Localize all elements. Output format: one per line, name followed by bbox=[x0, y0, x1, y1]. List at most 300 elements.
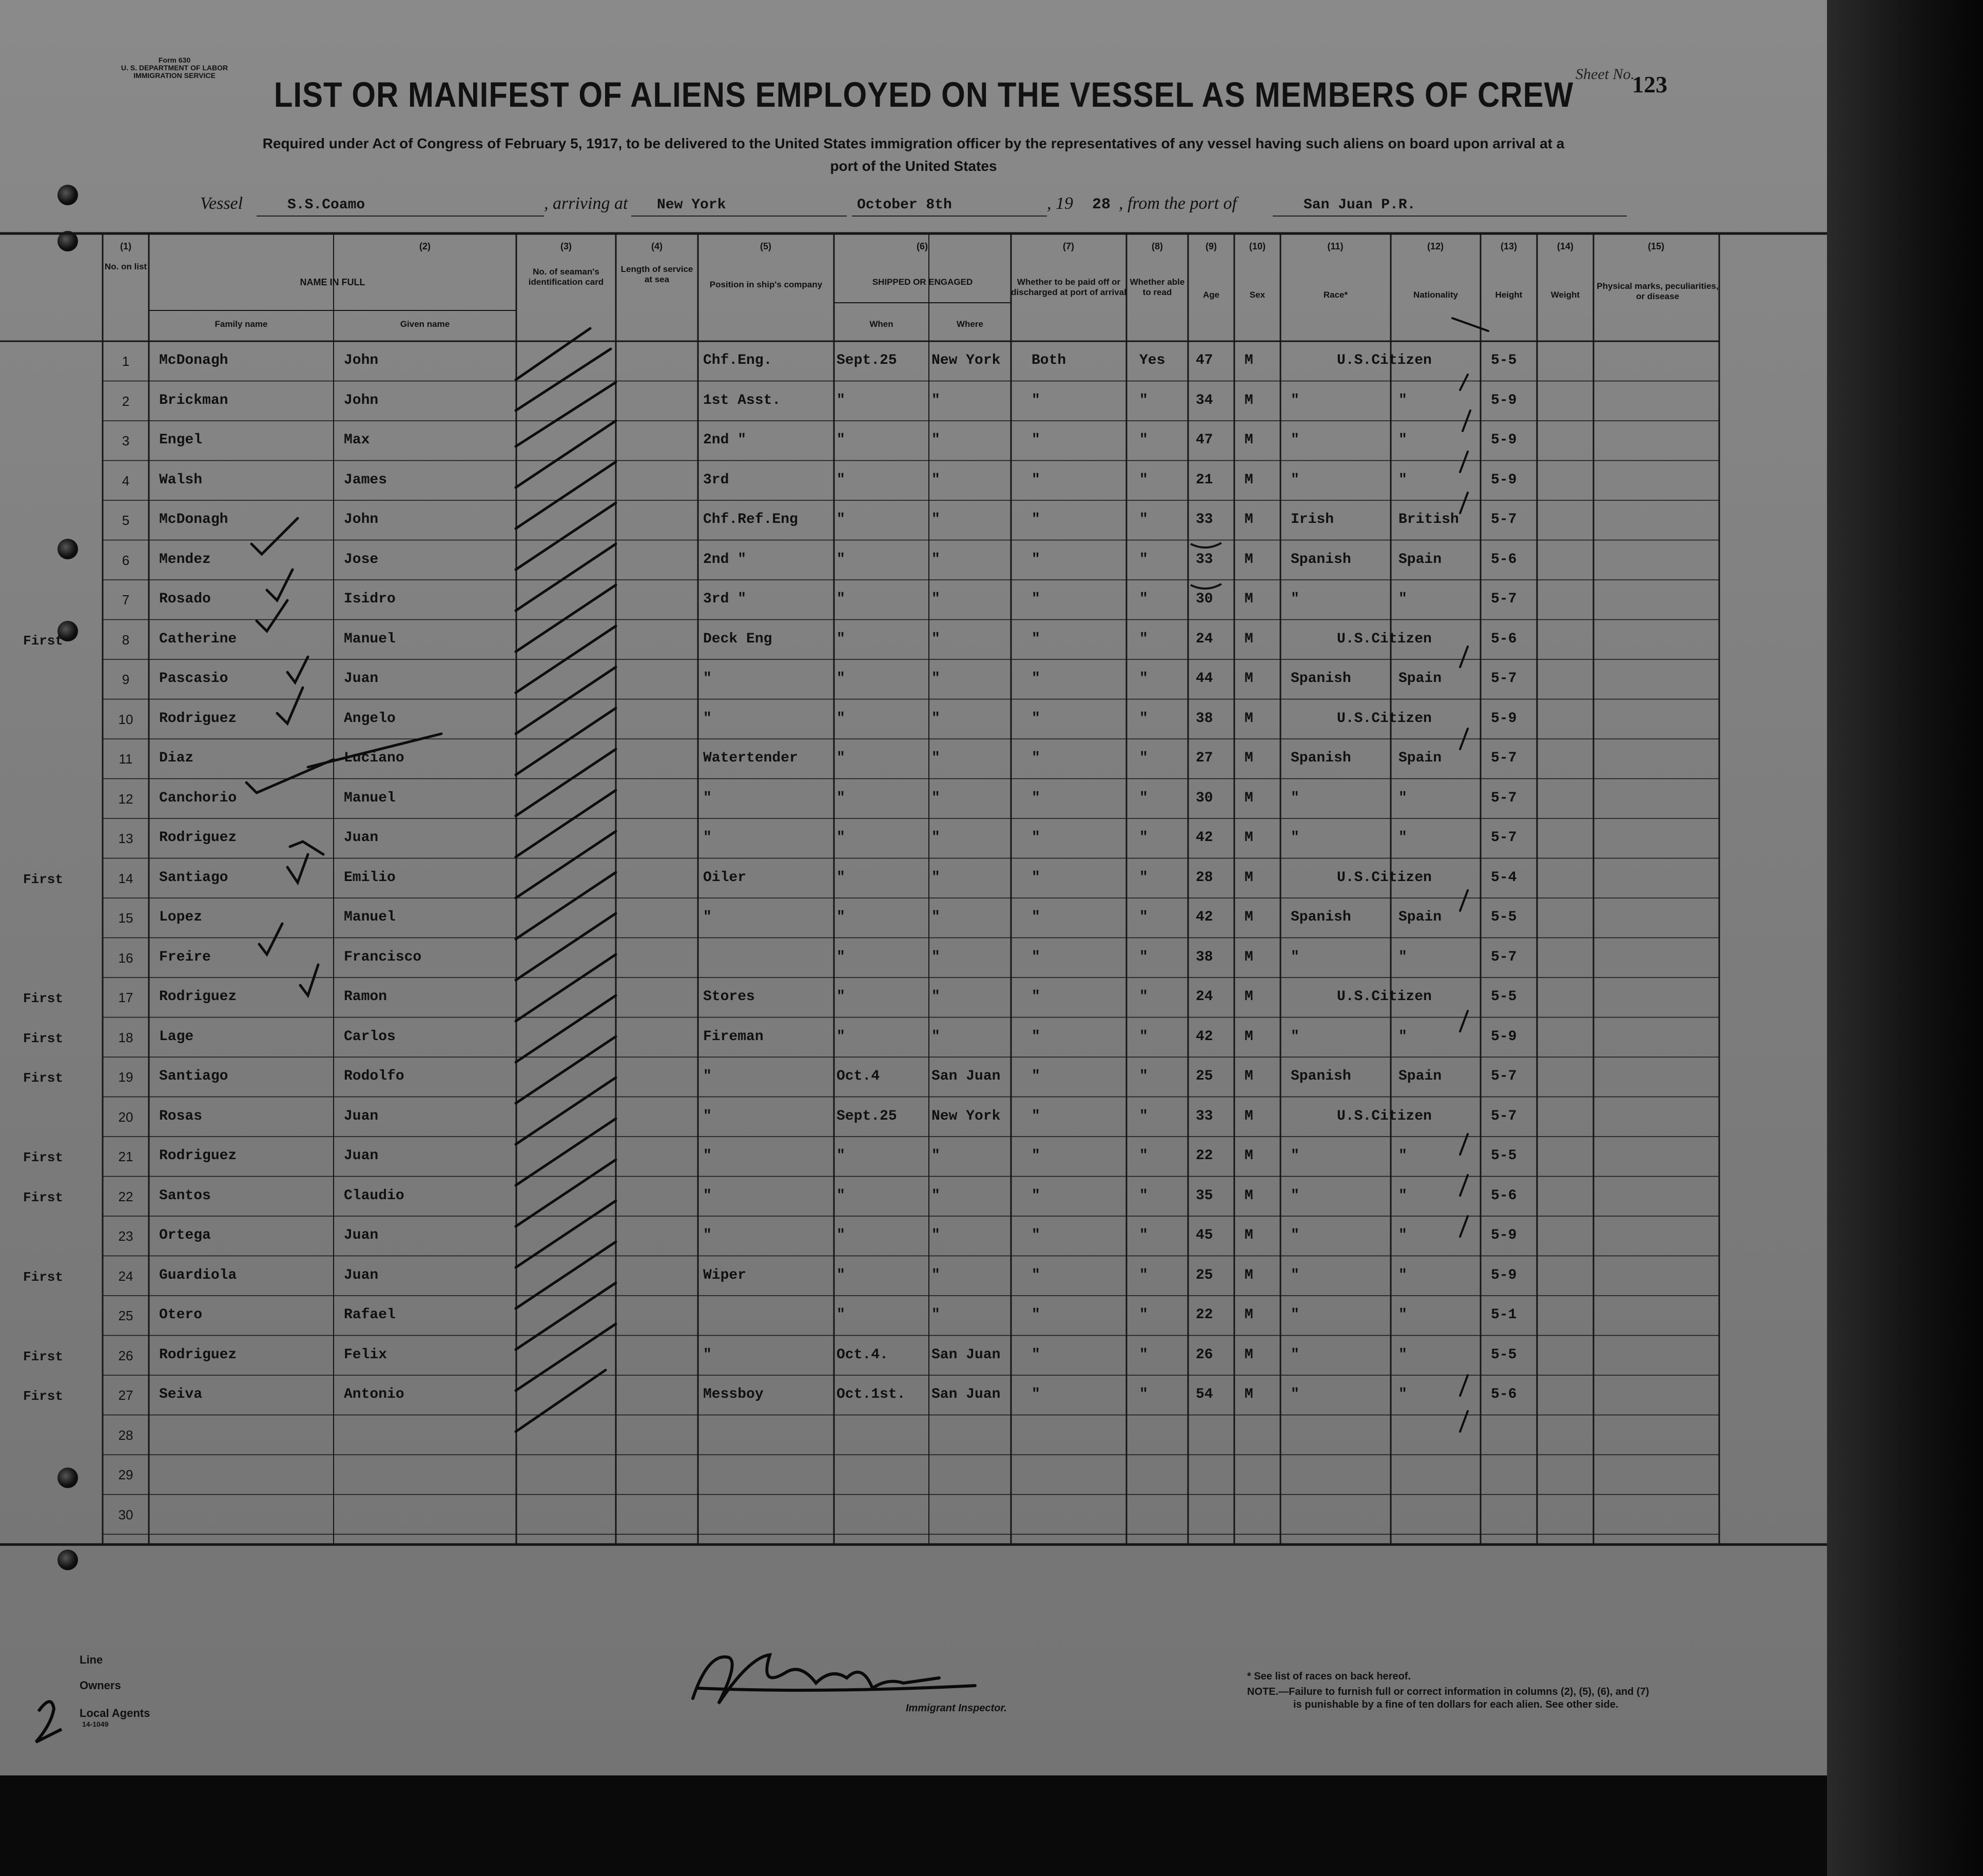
paid-off-cell: " bbox=[1032, 671, 1040, 687]
height-cell: 5-9 bbox=[1491, 1267, 1517, 1283]
row-number: 25 bbox=[118, 1308, 133, 1323]
shipped-where-cell: " bbox=[931, 392, 940, 408]
able-read-cell: " bbox=[1139, 949, 1148, 965]
shipped-where-cell: " bbox=[931, 909, 940, 925]
race-cell: Spanish bbox=[1291, 750, 1351, 766]
position-cell: Stores bbox=[703, 989, 755, 1005]
shipped-when-cell: " bbox=[837, 1227, 845, 1243]
tick-mark bbox=[1460, 1134, 1468, 1155]
row-number: 28 bbox=[118, 1427, 133, 1443]
row-number: 6 bbox=[122, 552, 130, 568]
department-name: U. S. DEPARTMENT OF LABOR bbox=[121, 64, 228, 72]
tick-mark bbox=[1460, 1175, 1468, 1196]
family-name-cell: Mendez bbox=[159, 551, 211, 568]
paid-off-cell: " bbox=[1032, 1386, 1040, 1402]
age-cell: 54 bbox=[1196, 1386, 1213, 1402]
able-read-cell: " bbox=[1139, 750, 1148, 766]
nationality-cell: " bbox=[1398, 1227, 1407, 1243]
shipped-where-cell: " bbox=[931, 671, 940, 687]
scan-border-right bbox=[1827, 0, 1983, 1876]
tick-mark bbox=[1460, 1216, 1468, 1237]
family-name-cell: Santiago bbox=[159, 1068, 228, 1084]
slash-mark bbox=[516, 503, 616, 570]
position-cell: Chf.Ref.Eng bbox=[703, 512, 798, 527]
age-cell: 28 bbox=[1196, 869, 1213, 886]
race-cell: Spanish bbox=[1291, 551, 1351, 568]
paid-off-cell: " bbox=[1032, 1267, 1040, 1283]
age-cell: 24 bbox=[1196, 631, 1213, 647]
shipped-where-cell: " bbox=[931, 591, 940, 607]
check-mark bbox=[290, 842, 323, 854]
nationality-cell: " bbox=[1398, 432, 1407, 448]
paid-off-cell: " bbox=[1032, 432, 1040, 448]
race-cell: " bbox=[1291, 392, 1299, 408]
shipped-when-cell: " bbox=[837, 512, 845, 527]
column-number: (4) bbox=[651, 241, 663, 251]
header-paid-off: Whether to be paid off or discharged at port of arrival bbox=[1011, 277, 1126, 297]
row-number: 23 bbox=[118, 1228, 133, 1244]
given-name-cell: John bbox=[344, 353, 379, 368]
shipped-when-cell: " bbox=[837, 551, 845, 568]
shipped-where-cell: San Juan bbox=[931, 1068, 1001, 1084]
tick-mark bbox=[1460, 452, 1468, 472]
shipped-where-cell: " bbox=[931, 1187, 940, 1204]
header-when: When bbox=[869, 319, 893, 329]
position-cell: " bbox=[703, 909, 712, 925]
height-cell: 5-7 bbox=[1491, 591, 1517, 607]
shipped-when-cell: " bbox=[837, 830, 845, 846]
check-mark bbox=[267, 570, 293, 600]
given-name-cell: Manuel bbox=[344, 631, 396, 647]
given-name-cell: Emilio bbox=[344, 869, 396, 886]
row-number: 15 bbox=[118, 910, 133, 926]
nationality-cell: " bbox=[1398, 1148, 1407, 1164]
slash-mark bbox=[516, 462, 616, 529]
given-name-cell: Juan bbox=[344, 671, 379, 687]
sex-cell: M bbox=[1245, 1227, 1253, 1243]
height-cell: 5-5 bbox=[1491, 353, 1517, 368]
sheet-number-label: Sheet No. bbox=[1576, 66, 1635, 83]
row-number: 1 bbox=[122, 354, 130, 369]
able-read-cell: Yes bbox=[1139, 353, 1165, 368]
paid-off-cell: " bbox=[1032, 949, 1040, 965]
race-cell: " bbox=[1291, 1227, 1299, 1243]
shipped-when-cell: " bbox=[837, 909, 845, 925]
subtitle-line: Required under Act of Congress of February 5, 1917, to be delivered to the United States immigration officer by the representatives of any vessel having such aliens on board upon arrival at a bbox=[262, 135, 1565, 151]
shipped-when-cell: Oct.4 bbox=[837, 1068, 880, 1084]
age-cell: 44 bbox=[1196, 671, 1213, 687]
header-shipped: SHIPPED OR ENGAGED bbox=[872, 277, 973, 287]
paid-off-cell: " bbox=[1032, 1028, 1040, 1045]
race-cell: " bbox=[1291, 1187, 1299, 1204]
shipped-when-cell: " bbox=[837, 949, 845, 965]
slash-mark bbox=[516, 328, 590, 380]
height-cell: 5-6 bbox=[1491, 1187, 1517, 1204]
column-number: (7) bbox=[1063, 241, 1074, 251]
header-age: Age bbox=[1202, 290, 1220, 300]
able-read-cell: " bbox=[1139, 1108, 1148, 1124]
family-name-cell: Freire bbox=[159, 949, 211, 965]
age-cell: 38 bbox=[1196, 710, 1213, 727]
given-name-cell: Rafael bbox=[344, 1307, 396, 1323]
paid-off-cell: " bbox=[1032, 512, 1040, 527]
slash-mark bbox=[516, 1324, 616, 1391]
sex-cell: M bbox=[1245, 1386, 1253, 1402]
row-number: 11 bbox=[119, 751, 133, 767]
margin-note: First bbox=[23, 991, 64, 1006]
sex-cell: M bbox=[1245, 472, 1253, 488]
tick-mark bbox=[1460, 729, 1468, 749]
header-nationality: Nationality bbox=[1413, 290, 1458, 300]
family-name-cell: Otero bbox=[159, 1307, 203, 1323]
nationality-cell: " bbox=[1398, 1267, 1407, 1283]
position-cell: Wiper bbox=[703, 1267, 747, 1283]
nationality-cell: " bbox=[1398, 790, 1407, 806]
family-name-cell: Lage bbox=[159, 1028, 194, 1045]
row-number: 9 bbox=[122, 672, 130, 687]
slash-mark bbox=[516, 954, 616, 1021]
row-number: 14 bbox=[118, 870, 133, 886]
given-name-cell: Angelo bbox=[344, 710, 396, 727]
able-read-cell: " bbox=[1139, 1346, 1148, 1363]
row-number: 26 bbox=[118, 1347, 133, 1363]
shipped-when-cell: Sept.25 bbox=[837, 353, 897, 368]
race-cell: " bbox=[1291, 1346, 1299, 1363]
slash-mark bbox=[516, 831, 616, 898]
shipped-where-cell: " bbox=[931, 1227, 940, 1243]
given-name-cell: Felix bbox=[344, 1346, 387, 1363]
column-number: (14) bbox=[1557, 241, 1573, 251]
name-check-marks bbox=[246, 518, 441, 995]
age-cell: 22 bbox=[1196, 1307, 1213, 1323]
slash-mark bbox=[516, 995, 616, 1062]
footer-owners-label: Owners bbox=[80, 1679, 121, 1692]
shipped-where-cell: " bbox=[931, 631, 940, 647]
sex-cell: M bbox=[1245, 432, 1253, 448]
row-number: 10 bbox=[118, 711, 133, 727]
year-value: 28 bbox=[1092, 196, 1111, 213]
sex-cell: M bbox=[1245, 869, 1253, 886]
slash-mark bbox=[516, 1370, 606, 1432]
header-no-on-list: No. on list bbox=[104, 262, 147, 271]
sex-cell: M bbox=[1245, 392, 1253, 408]
row-number: 21 bbox=[118, 1149, 133, 1164]
able-read-cell: " bbox=[1139, 512, 1148, 527]
shipped-when-cell: " bbox=[837, 591, 845, 607]
subtitle-line: port of the United States bbox=[830, 158, 997, 174]
margin-note: First bbox=[23, 633, 64, 649]
column-number: (1) bbox=[120, 241, 131, 251]
position-cell: " bbox=[703, 1068, 712, 1084]
family-name-cell: Rodriguez bbox=[159, 830, 237, 846]
tick-mark bbox=[1460, 375, 1468, 390]
position-cell: " bbox=[703, 1108, 712, 1124]
sex-cell: M bbox=[1245, 1346, 1253, 1363]
sex-cell: M bbox=[1245, 830, 1253, 846]
age-cell: 45 bbox=[1196, 1227, 1213, 1243]
shipped-where-cell: " bbox=[931, 989, 940, 1005]
column-number: (6) bbox=[917, 241, 928, 251]
nationality-cell: U.S.Citizen bbox=[1337, 353, 1432, 368]
slash-mark bbox=[516, 1037, 616, 1103]
sex-cell: M bbox=[1245, 949, 1253, 965]
position-cell: " bbox=[703, 1346, 712, 1363]
shipped-when-cell: " bbox=[837, 432, 845, 448]
race-cell: " bbox=[1291, 830, 1299, 846]
row-number: 24 bbox=[118, 1268, 133, 1284]
age-cell: 25 bbox=[1196, 1068, 1213, 1084]
given-name-cell: Juan bbox=[344, 1108, 379, 1124]
nationality-cell: Spain bbox=[1398, 750, 1442, 766]
position-cell: Deck Eng bbox=[703, 631, 772, 647]
nationality-cell: " bbox=[1398, 591, 1407, 607]
paid-off-cell: " bbox=[1032, 869, 1040, 886]
tick-mark bbox=[1452, 318, 1488, 331]
nationality-cell: " bbox=[1398, 392, 1407, 408]
shipped-where-cell: " bbox=[931, 472, 940, 488]
nationality-cell: " bbox=[1398, 949, 1407, 965]
age-cell: 33 bbox=[1196, 551, 1213, 568]
shipped-when-cell: " bbox=[837, 790, 845, 806]
sex-cell: M bbox=[1245, 1267, 1253, 1283]
margin-note: First bbox=[23, 871, 64, 887]
nationality-cell: U.S.Citizen bbox=[1337, 1108, 1432, 1124]
form-number: Form 630 bbox=[158, 56, 191, 64]
height-cell: 5-9 bbox=[1491, 392, 1517, 408]
height-cell: 5-7 bbox=[1491, 830, 1517, 846]
document-title: LIST OR MANIFEST OF ALIENS EMPLOYED ON THE VESSEL AS MEMBERS OF CREW bbox=[274, 74, 1574, 115]
age-cell: 22 bbox=[1196, 1148, 1213, 1164]
header-height: Height bbox=[1495, 290, 1523, 300]
row-number: 3 bbox=[122, 433, 130, 448]
shipped-when-cell: " bbox=[837, 472, 845, 488]
header-able-read: Whether able to read bbox=[1130, 277, 1185, 297]
slash-mark bbox=[516, 872, 616, 939]
height-cell: 5-4 bbox=[1491, 869, 1517, 886]
shipped-where-cell: " bbox=[931, 710, 940, 727]
shipped-when-cell: " bbox=[837, 1267, 845, 1283]
paid-off-cell: " bbox=[1032, 1068, 1040, 1084]
age-cell: 42 bbox=[1196, 909, 1213, 925]
nationality-cell: U.S.Citizen bbox=[1337, 869, 1432, 886]
row-number: 27 bbox=[118, 1388, 133, 1403]
column-number: (11) bbox=[1327, 241, 1344, 251]
given-name-cell: Francisco bbox=[344, 949, 422, 965]
nationality-cell: Spain bbox=[1398, 551, 1442, 568]
sex-cell: M bbox=[1245, 631, 1253, 647]
slash-mark bbox=[516, 585, 616, 652]
shipped-when-cell: " bbox=[837, 1148, 845, 1164]
column-number: (2) bbox=[419, 241, 431, 251]
height-cell: 5-6 bbox=[1491, 631, 1517, 647]
height-cell: 5-6 bbox=[1491, 1386, 1517, 1402]
race-cell: " bbox=[1291, 472, 1299, 488]
given-name-cell: Ramon bbox=[344, 989, 387, 1005]
header-id-card: No. of seaman's identification card bbox=[528, 267, 604, 287]
shipped-when-cell: " bbox=[837, 1028, 845, 1045]
position-cell: " bbox=[703, 790, 712, 806]
age-cell: 34 bbox=[1196, 392, 1213, 408]
header-physical: Physical marks, peculiarities, or disease bbox=[1597, 281, 1719, 301]
sex-cell: M bbox=[1245, 551, 1253, 568]
height-cell: 5-5 bbox=[1491, 989, 1517, 1005]
able-read-cell: " bbox=[1139, 1028, 1148, 1045]
age-cell: 35 bbox=[1196, 1187, 1213, 1204]
column-number: (13) bbox=[1500, 241, 1517, 251]
shipped-where-cell: " bbox=[931, 1267, 940, 1283]
height-cell: 5-7 bbox=[1491, 790, 1517, 806]
row-number: 12 bbox=[118, 791, 133, 807]
shipped-when-cell: " bbox=[837, 1187, 845, 1204]
header-length-service: Length of service at sea bbox=[620, 264, 693, 284]
family-name-cell: Rodriguez bbox=[159, 1148, 237, 1164]
slash-mark bbox=[516, 1201, 616, 1267]
nationality-cell: U.S.Citizen bbox=[1337, 989, 1432, 1005]
slash-mark bbox=[516, 1283, 616, 1350]
header-name-in-full: NAME IN FULL bbox=[300, 277, 365, 287]
inspector-label: Immigrant Inspector. bbox=[906, 1703, 1007, 1714]
position-cell: Oiler bbox=[703, 869, 747, 886]
races-note: * See list of races on back hereof. bbox=[1247, 1671, 1411, 1682]
given-name-cell: Max bbox=[344, 432, 370, 448]
margin-note: First bbox=[23, 1030, 64, 1046]
able-read-cell: " bbox=[1139, 1227, 1148, 1243]
slash-mark bbox=[516, 544, 616, 611]
paid-off-cell: " bbox=[1032, 392, 1040, 408]
shipped-where-cell: " bbox=[931, 869, 940, 886]
slash-mark bbox=[516, 1119, 616, 1185]
service-name: IMMIGRATION SERVICE bbox=[133, 71, 216, 80]
family-name-cell: Lopez bbox=[159, 909, 203, 925]
paid-off-cell: " bbox=[1032, 1346, 1040, 1363]
shipped-when-cell: " bbox=[837, 750, 845, 766]
height-cell: 5-5 bbox=[1491, 1148, 1517, 1164]
given-name-cell: James bbox=[344, 472, 387, 488]
row-number: 2 bbox=[122, 393, 130, 409]
sex-cell: M bbox=[1245, 1187, 1253, 1204]
shipped-when-cell: " bbox=[837, 631, 845, 647]
check-mark bbox=[246, 759, 334, 793]
id-card-slashes bbox=[516, 328, 616, 1432]
nationality-cell: Spain bbox=[1398, 1068, 1442, 1084]
margin-note: First bbox=[23, 1070, 64, 1086]
height-cell: 5-1 bbox=[1491, 1307, 1517, 1323]
slash-mark bbox=[516, 382, 616, 446]
position-cell: 1st Asst. bbox=[703, 392, 781, 408]
paid-off-cell: " bbox=[1032, 631, 1040, 647]
able-read-cell: " bbox=[1139, 432, 1148, 448]
family-name-cell: Pascasio bbox=[159, 671, 228, 687]
family-name-cell: Santos bbox=[159, 1187, 211, 1204]
paid-off-cell: Both bbox=[1032, 353, 1066, 368]
column-number: (5) bbox=[760, 241, 771, 251]
nationality-cell: Spain bbox=[1398, 671, 1442, 687]
height-cell: 5-9 bbox=[1491, 432, 1517, 448]
margin-note: First bbox=[23, 1150, 64, 1165]
penalty-note-line1: NOTE.—Failure to furnish full or correct information in columns (2), (5), (6), and (7) bbox=[1247, 1686, 1649, 1697]
shipped-when-cell: Oct.4. bbox=[837, 1346, 888, 1363]
column-number: (12) bbox=[1427, 241, 1444, 251]
paid-off-cell: " bbox=[1032, 710, 1040, 727]
shipped-when-cell: " bbox=[837, 1307, 845, 1323]
slash-mark bbox=[516, 749, 616, 816]
row-number: 4 bbox=[122, 473, 130, 488]
slash-mark bbox=[516, 708, 616, 775]
row-number: 22 bbox=[118, 1188, 133, 1204]
circle-mark bbox=[1191, 543, 1221, 548]
penalty-note-line2: is punishable by a fine of ten dollars for each alien. See other side. bbox=[1293, 1699, 1619, 1710]
slash-mark bbox=[516, 421, 616, 487]
position-cell: Chf.Eng. bbox=[703, 353, 772, 368]
able-read-cell: " bbox=[1139, 869, 1148, 886]
check-mark bbox=[257, 600, 287, 631]
sex-cell: M bbox=[1245, 710, 1253, 727]
sex-cell: M bbox=[1245, 1148, 1253, 1164]
position-cell: " bbox=[703, 1148, 712, 1164]
age-cell: 42 bbox=[1196, 830, 1213, 846]
height-cell: 5-6 bbox=[1491, 551, 1517, 568]
row-number: 29 bbox=[118, 1467, 133, 1482]
family-name-cell: Walsh bbox=[159, 472, 203, 488]
age-cell: 47 bbox=[1196, 353, 1213, 368]
able-read-cell: " bbox=[1139, 1187, 1148, 1204]
circle-mark bbox=[1191, 584, 1221, 589]
race-cell: " bbox=[1291, 591, 1299, 607]
slash-mark bbox=[516, 1242, 616, 1308]
race-cell: Spanish bbox=[1291, 1068, 1351, 1084]
position-cell: " bbox=[703, 671, 712, 687]
height-cell: 5-7 bbox=[1491, 949, 1517, 965]
paid-off-cell: " bbox=[1032, 989, 1040, 1005]
position-cell: 3rd " bbox=[703, 591, 747, 607]
able-read-cell: " bbox=[1139, 909, 1148, 925]
sex-cell: M bbox=[1245, 512, 1253, 527]
sheet-number: 123 bbox=[1632, 71, 1667, 97]
sex-cell: M bbox=[1245, 790, 1253, 806]
row-number: 13 bbox=[118, 831, 133, 846]
family-name-cell: Ortega bbox=[159, 1227, 211, 1243]
shipped-when-cell: Oct.1st. bbox=[837, 1386, 906, 1402]
able-read-cell: " bbox=[1139, 1068, 1148, 1084]
age-cell: 21 bbox=[1196, 472, 1213, 488]
able-read-cell: " bbox=[1139, 710, 1148, 727]
shipped-where-cell: New York bbox=[931, 353, 1001, 368]
header-sex: Sex bbox=[1249, 290, 1266, 300]
row-number: 17 bbox=[118, 990, 133, 1005]
height-cell: 5-5 bbox=[1491, 1346, 1517, 1363]
given-name-cell: Antonio bbox=[344, 1386, 404, 1402]
able-read-cell: " bbox=[1139, 1386, 1148, 1402]
tick-mark bbox=[1460, 493, 1468, 513]
family-name-cell: Engel bbox=[159, 432, 203, 448]
able-read-cell: " bbox=[1139, 1307, 1148, 1323]
family-name-cell: Diaz bbox=[159, 750, 194, 766]
family-name-cell: Guardiola bbox=[159, 1267, 237, 1283]
position-cell: Messboy bbox=[703, 1386, 764, 1402]
position-cell: " bbox=[703, 830, 712, 846]
able-read-cell: " bbox=[1139, 989, 1148, 1005]
race-cell: " bbox=[1291, 1267, 1299, 1283]
age-cell: 25 bbox=[1196, 1267, 1213, 1283]
row-number: 5 bbox=[122, 513, 130, 528]
paid-off-cell: " bbox=[1032, 472, 1040, 488]
able-read-cell: " bbox=[1139, 392, 1148, 408]
shipped-when-cell: " bbox=[837, 392, 845, 408]
sex-cell: M bbox=[1245, 750, 1253, 766]
nationality-cell: U.S.Citizen bbox=[1337, 710, 1432, 727]
height-cell: 5-7 bbox=[1491, 1068, 1517, 1084]
paid-off-cell: " bbox=[1032, 750, 1040, 766]
